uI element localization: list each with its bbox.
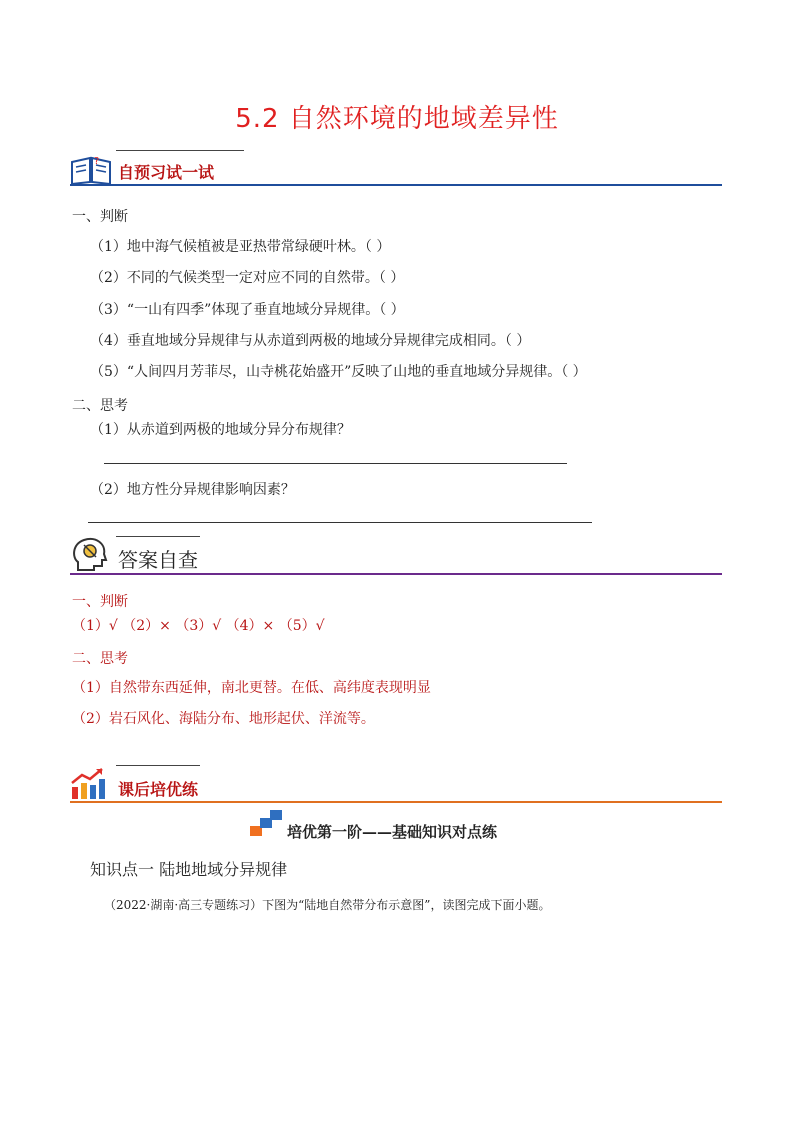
stairs-icon	[250, 810, 284, 840]
growth-chart-icon	[70, 767, 106, 803]
page-title: 5.2 自然环境的地域差异性	[235, 104, 559, 134]
section-preview-label: 自预习试一试	[118, 163, 215, 182]
header-top-rule	[116, 150, 244, 151]
section-answers-header	[70, 536, 722, 576]
think-question-1: （1）从赤道到两极的地域分异分布规律？	[90, 422, 351, 438]
svg-text:?: ?	[94, 156, 100, 167]
header-top-rule	[116, 536, 200, 537]
stage-title: 培优第一阶——基础知识对点练	[287, 823, 498, 841]
answer-think-heading: 二、思考	[72, 651, 128, 667]
answer-think-2: （2）岩石风化、海陆分布、地形起伏、洋流等。	[72, 711, 375, 727]
question-intro: （2022·湖南·高三专题练习）下图为“陆地自然带分布示意图”，读图完成下面小题。	[104, 898, 551, 912]
judge-item-3: （3）“一山有四季”体现了垂直地域分异规律。（ ）	[90, 302, 405, 318]
answer-judge-heading: 一、判断	[72, 594, 128, 610]
judge-item-5: （5）“人间四月芳菲尽，山寺桃花始盛开”反映了山地的垂直地域分异规律。（ ）	[90, 364, 587, 380]
answer-think-1: （1）自然带东西延伸，南北更替。在低、高纬度表现明显	[72, 680, 431, 696]
section-practice-label: 课后培优练	[118, 780, 199, 799]
think-question-2: （2）地方性分异规律影响因素？	[90, 482, 295, 498]
judge-item-1: （1）地中海气候植被是亚热带常绿硬叶林。（ ）	[90, 239, 391, 255]
answer-blank-line-1[interactable]	[104, 463, 567, 464]
header-bottom-rule	[70, 801, 722, 803]
section-practice-header	[70, 765, 722, 805]
judge-item-2: （2）不同的气候类型一定对应不同的自然带。（ ）	[90, 270, 405, 286]
answer-blank-line-2[interactable]	[88, 522, 592, 523]
judge-item-4: （4）垂直地域分异规律与从赤道到两极的地域分异规律完成相同。（ ）	[90, 333, 531, 349]
knowledge-point-title: 知识点一 陆地地域分异规律	[90, 860, 288, 879]
thinking-head-icon	[70, 536, 110, 578]
header-top-rule	[116, 765, 200, 766]
answer-judge-line: （1）√ （2）× （3）√ （4）× （5）√	[72, 618, 325, 634]
header-bottom-rule	[70, 184, 722, 186]
header-bottom-rule	[70, 573, 722, 575]
judge-heading: 一、判断	[72, 209, 128, 225]
section-preview-header	[70, 150, 722, 190]
think-heading: 二、思考	[72, 398, 128, 414]
section-answers-label: 答案自查	[118, 548, 198, 572]
